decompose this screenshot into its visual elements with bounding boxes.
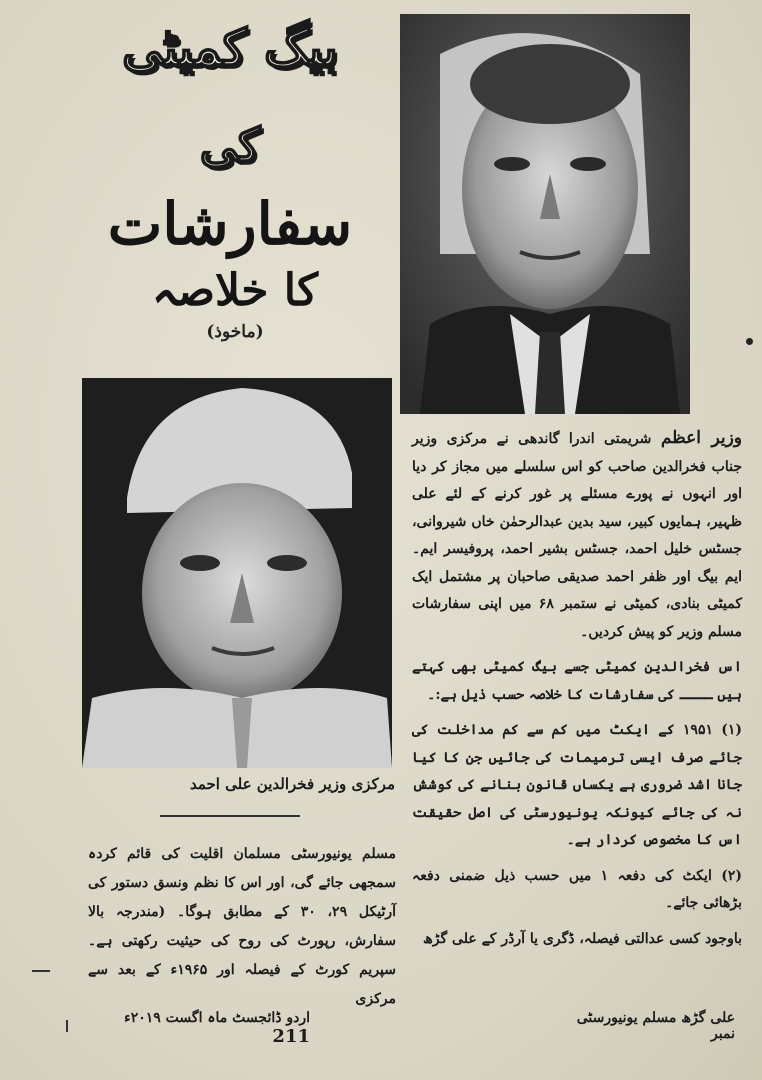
portrait-photo-top-drawing — [400, 14, 690, 414]
article-body — [412, 425, 742, 961]
article-paragraph-1 — [412, 425, 742, 646]
photo-caption: مرکزی وزیر فخرالدین علی احمد — [189, 775, 395, 793]
footer-left — [90, 1010, 310, 1047]
article-paragraph-2: اس فخرالدین کمیٹی جسے بیگ کمیٹی بھی کہتے ہیں ــــ کی سفارشات کا خلاصہ حسب ذیل ہے:۔ — [412, 659, 742, 703]
article-paragraph-4: (۲) ایکٹ کی دفعہ ۱ میں حسب ذیل ضمنی دفعہ بڑھائی جائے۔ — [412, 867, 742, 911]
margin-dot — [746, 338, 753, 345]
title-line-4: کا خلاصہ — [151, 265, 319, 316]
portrait-photo-top — [400, 14, 690, 414]
footer-magazine: اردو ڈائجسٹ ماہ اگست ۲۰۱۹ء — [124, 1010, 310, 1026]
title-line-1: بیگ کمیٹی — [122, 18, 338, 77]
margin-tick — [66, 1020, 68, 1032]
left-column-paragraph: مسلم یونیورسٹی مسلمان اقلیت کی قائم کردہ سمجھی جائے گی، اور اس کا نظم ونسق دستور کی آرٹیکل ۲۹، ۳۰ کے مطابق ہوگا۔ (مندرجہ بالا سفارش، رپورٹ کی روح کی حیثیت رکھتی ہے۔ سپریم کورٹ کے فیصلہ اور ۱۹۶۵ء کے بعد سے مرکزی — [88, 846, 396, 1007]
article-lead: وزیر اعظم — [660, 428, 743, 448]
source-note: (ماخوذ) — [206, 322, 264, 342]
footer-right: علی گڑھ مسلم یونیورسٹی نمبر — [576, 1010, 735, 1042]
article-paragraph-3: (۱) ۱۹۵۱ کے ایکٹ میں کم سے کم مداخلت کی جائے صرف ایسی ترمیمات کی جائیں جن کا کیا جانا اشد ضروری ہے یکساں قانون بنانے کی کوشش نہ کی جائے کیونکہ یونیورسٹی کی اصل حقیقت اس کا مخصوص کردار ہے۔ — [412, 722, 742, 848]
portrait-photo-mid-drawing — [82, 378, 392, 768]
page-number: 211 — [272, 1026, 310, 1047]
title-line-3: سفارشات — [107, 190, 353, 258]
margin-dash — [32, 970, 50, 972]
portrait-photo-mid — [82, 378, 392, 768]
section-divider — [160, 815, 300, 817]
title-line-2: کی — [199, 118, 261, 172]
article-paragraph-5: باوجود کسی عدالتی فیصلہ، ڈگری یا آرڈر کے علی گڑھ — [423, 930, 742, 947]
title-block — [80, 10, 380, 340]
article-p1-text: شریمتی اندرا گاندھی نے مرکزی وزیر جناب فخرالدین صاحب کو اس سلسلے میں مجاز کر دیا اور انہوں نے پورے مسئلے پر غور کرنے کے لئے علی ظہیر، ہمایوں کبیر، سید بدین عبدالرحمٰن خاں شیروانی، جسٹس خلیل احمد، جسٹس بشیر احمد، پروفیسر ایم۔ ایم بیگ اور ظفر احمد صدیقی صاحبان پر مشتمل ایک کمیٹی بنادی، کمیٹی نے ستمبر ۶۸ میں اپنی سفارشات مسلم وزیر کو پیش کردیں۔ — [412, 431, 742, 640]
left-column-text — [88, 840, 396, 1014]
